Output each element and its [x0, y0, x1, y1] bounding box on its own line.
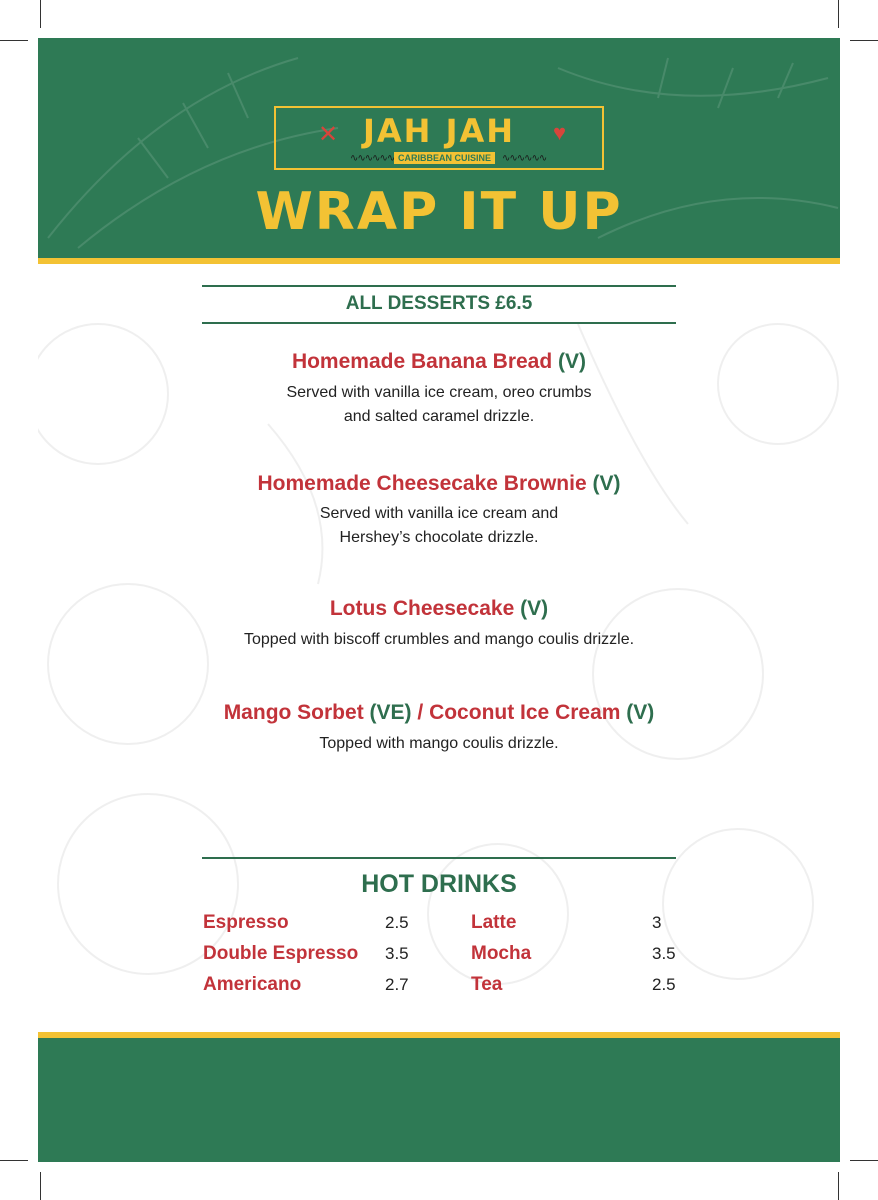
drink-name: Espresso: [203, 912, 289, 933]
crop-mark: [850, 40, 878, 41]
dessert-description: and salted caramel drizzle.: [343, 408, 535, 425]
dessert-name: [38, 700, 840, 726]
desserts-heading: ALL DESSERTS £6.5: [345, 293, 533, 314]
divider-line: [202, 322, 676, 324]
drink-price: 3.5: [652, 944, 676, 963]
drink-name: Double Espresso: [203, 943, 359, 964]
divider-line: [202, 857, 676, 859]
drink-name: Tea: [471, 974, 503, 995]
drink-price: 2.5: [652, 975, 676, 994]
dessert-description: Topped with mango coulis drizzle.: [319, 735, 559, 752]
divider-line: [202, 285, 676, 287]
wave-icon: ∿∿∿∿∿∿: [502, 153, 547, 164]
brand-tagline: CARIBBEAN CUISINE: [394, 152, 495, 164]
drink-price: 2.5: [385, 913, 409, 932]
dessert-name: [38, 349, 840, 375]
vegetarian-tag: (V): [626, 701, 655, 724]
dessert-description: Topped with biscoff crumbles and mango coulis drizzle.: [243, 631, 635, 648]
crop-mark: [838, 0, 839, 28]
drink-price: 3.5: [385, 944, 409, 963]
dessert-name: [38, 596, 840, 622]
vegan-tag: (VE): [369, 701, 412, 724]
crop-mark: [850, 1160, 878, 1161]
crossed-utensils-icon: ✕: [318, 121, 339, 148]
crop-mark: [0, 1160, 28, 1161]
vegetarian-tag: (V): [558, 350, 587, 373]
dessert-title: Homemade Cheesecake Brownie: [257, 472, 587, 495]
separator: /: [417, 701, 424, 724]
crop-mark: [838, 1172, 839, 1200]
rooster-icon: ♥: [552, 120, 566, 145]
dessert-title: Lotus Cheesecake: [329, 597, 515, 620]
drink-price: 2.7: [385, 975, 409, 994]
drink-name: Americano: [203, 974, 302, 995]
brand-name: JAH JAH: [362, 112, 516, 150]
dessert-description: Served with vanilla ice cream and: [319, 505, 559, 522]
drink-name: Mocha: [471, 943, 532, 964]
dessert-title: Homemade Banana Bread: [291, 350, 553, 373]
dessert-description: Hershey’s chocolate drizzle.: [339, 529, 539, 546]
vegetarian-tag: (V): [520, 597, 549, 620]
drink-name: Latte: [471, 912, 517, 933]
crop-mark: [0, 40, 28, 41]
dessert-description: Served with vanilla ice cream, oreo crumbs: [286, 384, 592, 401]
hot-drinks-heading: HOT DRINKS: [361, 870, 517, 898]
dessert-title: Mango Sorbet: [223, 701, 364, 724]
brand-logo: [274, 106, 604, 170]
crop-mark: [40, 1172, 41, 1200]
footer-banner: [38, 1038, 840, 1162]
crop-mark: [40, 0, 41, 28]
page-title: WRAP IT UP: [255, 182, 623, 242]
dessert-title: Coconut Ice Cream: [429, 701, 621, 724]
dessert-name: [38, 471, 840, 497]
vegetarian-tag: (V): [592, 472, 621, 495]
drink-price: 3: [652, 913, 662, 932]
wave-icon: ∿∿∿∿∿∿: [350, 153, 395, 164]
